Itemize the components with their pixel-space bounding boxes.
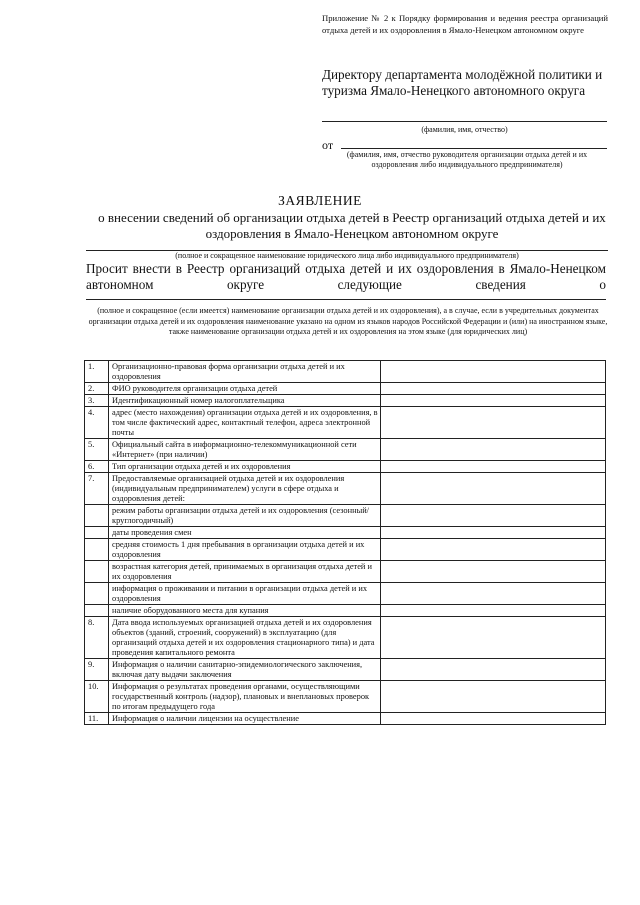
name-caption: (фамилия, имя, отчество) (421, 125, 508, 134)
from-caption: (фамилия, имя, отчество руководителя организации отдыха детей и их оздоровления либо индивидуального предпринимателя) (346, 150, 588, 169)
row-label: Организационно-правовая форма организации отдыха детей и их оздоровления (109, 361, 381, 383)
row-value-cell[interactable] (381, 505, 606, 527)
row-label: средняя стоимость 1 дня пребывания в организации отдыха детей и их оздоровления (109, 539, 381, 561)
row-value-cell[interactable] (381, 407, 606, 439)
row-number: 7. (85, 473, 109, 505)
table-row (85, 617, 606, 659)
table-row (85, 473, 606, 505)
row-value-cell[interactable] (381, 527, 606, 539)
row-number: 1. (85, 361, 109, 383)
row-number: 11. (85, 713, 109, 725)
row-number: 4. (85, 407, 109, 439)
row-number (85, 527, 109, 539)
row-label: Официальный сайта в информационно-телекоммуникационной сети «Интернет» (при наличии) (109, 439, 381, 461)
name-line (322, 121, 607, 122)
row-number: 10. (85, 681, 109, 713)
row-value-cell[interactable] (381, 473, 606, 505)
table-row (85, 583, 606, 605)
addressee-block: Директору департамента молодёжной политики и туризма Ямало-Ненецкого автономного округа (322, 67, 603, 98)
table-row (85, 539, 606, 561)
row-value-cell[interactable] (381, 659, 606, 681)
row-label: информация о проживании и питании в организации отдыха детей и их оздоровления (109, 583, 381, 605)
row-label: Тип организации отдыха детей и их оздоровления (109, 461, 381, 473)
row-number: 3. (85, 395, 109, 407)
table-row (85, 361, 606, 383)
organization-name-caption: (полное и сокращенное наименование юридического лица либо индивидуального предпринимателя) (175, 251, 519, 260)
from-label: от (322, 138, 334, 152)
row-number (85, 505, 109, 527)
table-row (85, 527, 606, 539)
row-value-cell[interactable] (381, 395, 606, 407)
row-label: возрастная категория детей, принимаемых в организация отдыха детей и их оздоровления (109, 561, 381, 583)
row-label: режим работы организации отдыха детей и их оздоровления (сезонный/круглогодичный) (109, 505, 381, 527)
table-row (85, 461, 606, 473)
table-row (85, 605, 606, 617)
registry-table (84, 360, 606, 725)
row-label: Информация о результатах проведения органами, осуществляющими государственный контроль (надзор), плановых и внеплановых проверок по итогам предыдущего года (109, 681, 381, 713)
table-row (85, 439, 606, 461)
from-line (341, 148, 607, 149)
row-value-cell[interactable] (381, 583, 606, 605)
row-value-cell[interactable] (381, 681, 606, 713)
row-number (85, 605, 109, 617)
document-subtitle: о внесении сведений об организации отдыха детей в Реестр организаций отдыха детей и их оздоровления в Ямало-Ненецком автономном округе (98, 210, 606, 241)
table-row (85, 681, 606, 713)
row-value-cell[interactable] (381, 617, 606, 659)
row-label: даты проведения смен (109, 527, 381, 539)
row-label: адрес (место нахождения) организации отдыха детей и их оздоровления, в том числе фактический адрес, контактный телефон, адреса электронной почты (109, 407, 381, 439)
row-label: Предоставляемые организацией отдыха детей и их оздоровления (индивидуальным предпринимателем) услуги в сфере отдыха и оздоровления детей: (109, 473, 381, 505)
row-value-cell[interactable] (381, 561, 606, 583)
table-row (85, 395, 606, 407)
row-label: Информация о наличии санитарно-эпидемиологического заключения, включая дату выдачи заключения (109, 659, 381, 681)
request-line (86, 299, 606, 300)
request-caption: (полное и сокращенное (если имеется) наименование организации отдыха детей и их оздоровления), а в случае, если в учредительных документах организации отдыха детей и их оздоровления наименование указано на одном из языков народов Российской Федерации и (или) на иностранном языке, также наименование организации отдыха детей и их оздоровления на этом языке (для юридических лиц) (88, 306, 608, 336)
row-value-cell[interactable] (381, 713, 606, 725)
table-row (85, 561, 606, 583)
request-text: Просит внести в Реестр организаций отдыха детей и их оздоровления в Ямало-Ненецком автономном округе следующие сведения о (86, 261, 606, 292)
row-value-cell[interactable] (381, 539, 606, 561)
row-number: 8. (85, 617, 109, 659)
row-number: 2. (85, 383, 109, 395)
row-value-cell[interactable] (381, 439, 606, 461)
row-value-cell[interactable] (381, 361, 606, 383)
row-number (85, 583, 109, 605)
row-label: Идентификационный номер налогоплательщика (109, 395, 381, 407)
row-label: ФИО руководителя организации отдыха детей (109, 383, 381, 395)
appendix-reference: Приложение № 2 к Порядку формирования и ведения реестра организаций отдыха детей и их оздоровления в Ямало-Ненецком автономном округе (322, 13, 608, 35)
row-number (85, 539, 109, 561)
table-row (85, 505, 606, 527)
row-number (85, 561, 109, 583)
table-row (85, 407, 606, 439)
row-label: Информация о наличии лицензии на осуществление (109, 713, 381, 725)
document-title: ЗАЯВЛЕНИЕ (278, 193, 362, 208)
row-value-cell[interactable] (381, 461, 606, 473)
row-number: 9. (85, 659, 109, 681)
row-label: Дата ввода используемых организацией отдыха детей и их оздоровления объектов (зданий, строений, сооружений) в эксплуатацию (для организаций отдыха детей и их оздоровления стационарного типа) и дата проведения капитального ремонта (109, 617, 381, 659)
row-value-cell[interactable] (381, 383, 606, 395)
row-value-cell[interactable] (381, 605, 606, 617)
table-row (85, 713, 606, 725)
row-number: 5. (85, 439, 109, 461)
row-number: 6. (85, 461, 109, 473)
row-label: наличие оборудованного места для купания (109, 605, 381, 617)
table-row (85, 383, 606, 395)
table-row (85, 659, 606, 681)
